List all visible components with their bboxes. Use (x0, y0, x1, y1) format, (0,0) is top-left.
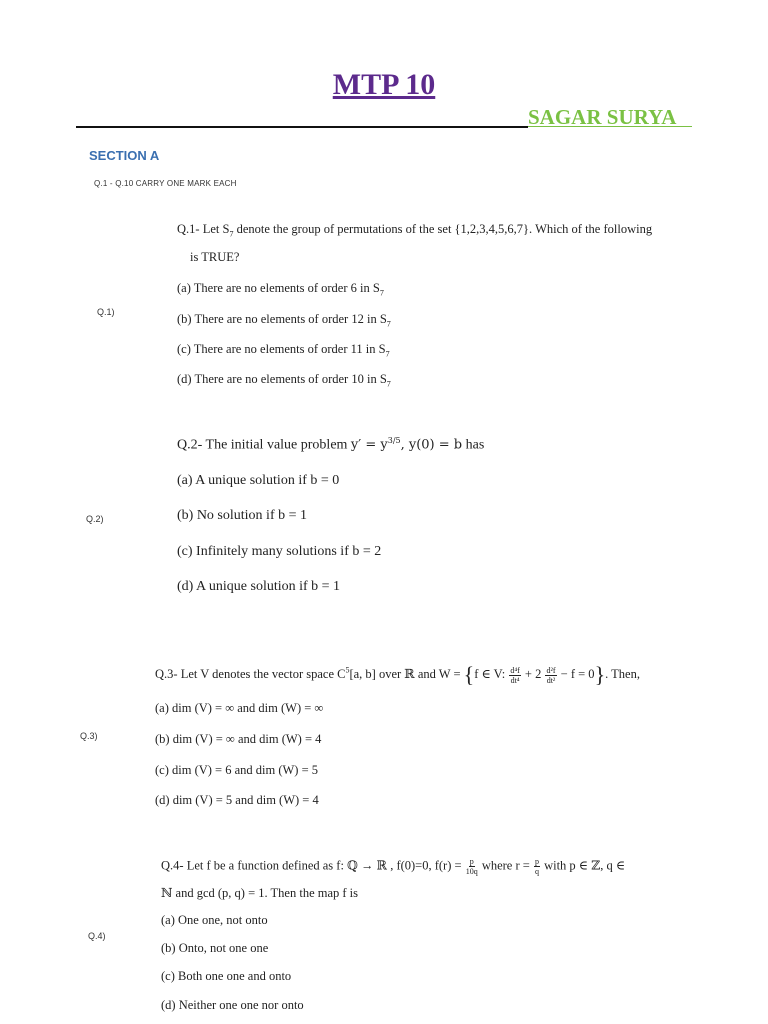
q3-option-a: (a) dim (V) = ∞ and dim (W) = ∞ (155, 701, 324, 715)
question-1-stem: Q.1- Let $S_7$ denote the group of permutations of the set {1,2,3,4,5,6,7}. Which of the following (177, 222, 653, 239)
q2-option-a: (a) A unique solution if b = 0 (177, 473, 340, 488)
q2-option-d: (d) A unique solution if b = 1 (177, 579, 341, 594)
question-2-stem: Q.2- The initial value problem $y' = y^{3/5}$, y(0) = b has (177, 436, 485, 453)
q4-option-a: (a) One one, not onto (161, 913, 268, 927)
q4-option-c: (c) Both one one and onto (161, 969, 292, 983)
q1-option-c: (c) There are no elements of order 11 in $S_7$ (177, 342, 390, 359)
question-3-stem: Q.3- Let V denotes the vector space $C^5[a$, b] over ℝ and W = {f ∈ V: $\frac{\text{d⁴f}}{\text{dt⁴}}$ + 2 $\frac{\text{d²f}}{\text{dt²}}$ − f = 0}. Then, (155, 662, 640, 687)
q1-option-b: (b) There are no elements of order 12 in $S_7$ (177, 312, 391, 329)
q2-option-b: (b) No solution if b = 1 (177, 508, 307, 523)
q1-option-a: (a) There are no elements of order 6 in $S_7$ (177, 281, 384, 298)
q4-option-d: (d) Neither one one nor onto (161, 998, 304, 1012)
marks-note: Q.1 - Q.10 CARRY ONE MARK EACH (94, 179, 237, 188)
question-4-stem-line2: ℕ and gcd (p, q) = 1. Then the map f is (161, 886, 359, 900)
question-number-4: Q.4) (88, 931, 106, 941)
document-title: MTP 10 (332, 68, 436, 101)
question-1-stem-line2: is TRUE? (190, 250, 240, 264)
section-heading: SECTION A (89, 148, 160, 163)
q2-option-c: (c) Infinitely many solutions if b = 2 (177, 544, 382, 559)
q3-option-d: (d) dim (V) = 5 and dim (W) = 4 (155, 793, 319, 807)
question-4-stem: Q.4- Let f be a function defined as f: ℚ → ℝ , f(0)=0, f(r) = $\frac{p}{10q}$ where r = $\frac{p}{q}$ with p ∈ ℤ, q ∈ (161, 857, 626, 876)
q3-option-c: (c) dim (V) = 6 and dim (W) = 5 (155, 763, 319, 777)
question-number-3: Q.3) (80, 731, 98, 741)
question-number-1: Q.1) (97, 307, 115, 317)
header-rule (76, 126, 528, 128)
author-name: SAGAR SURYA (528, 105, 677, 129)
question-number-2: Q.2) (86, 514, 104, 524)
q4-option-b: (b) Onto, not one one (161, 941, 269, 955)
q1-option-d: (d) There are no elements of order 10 in $S_7$ (177, 372, 391, 389)
q3-option-b: (b) dim (V) = ∞ and dim (W) = 4 (155, 732, 322, 746)
